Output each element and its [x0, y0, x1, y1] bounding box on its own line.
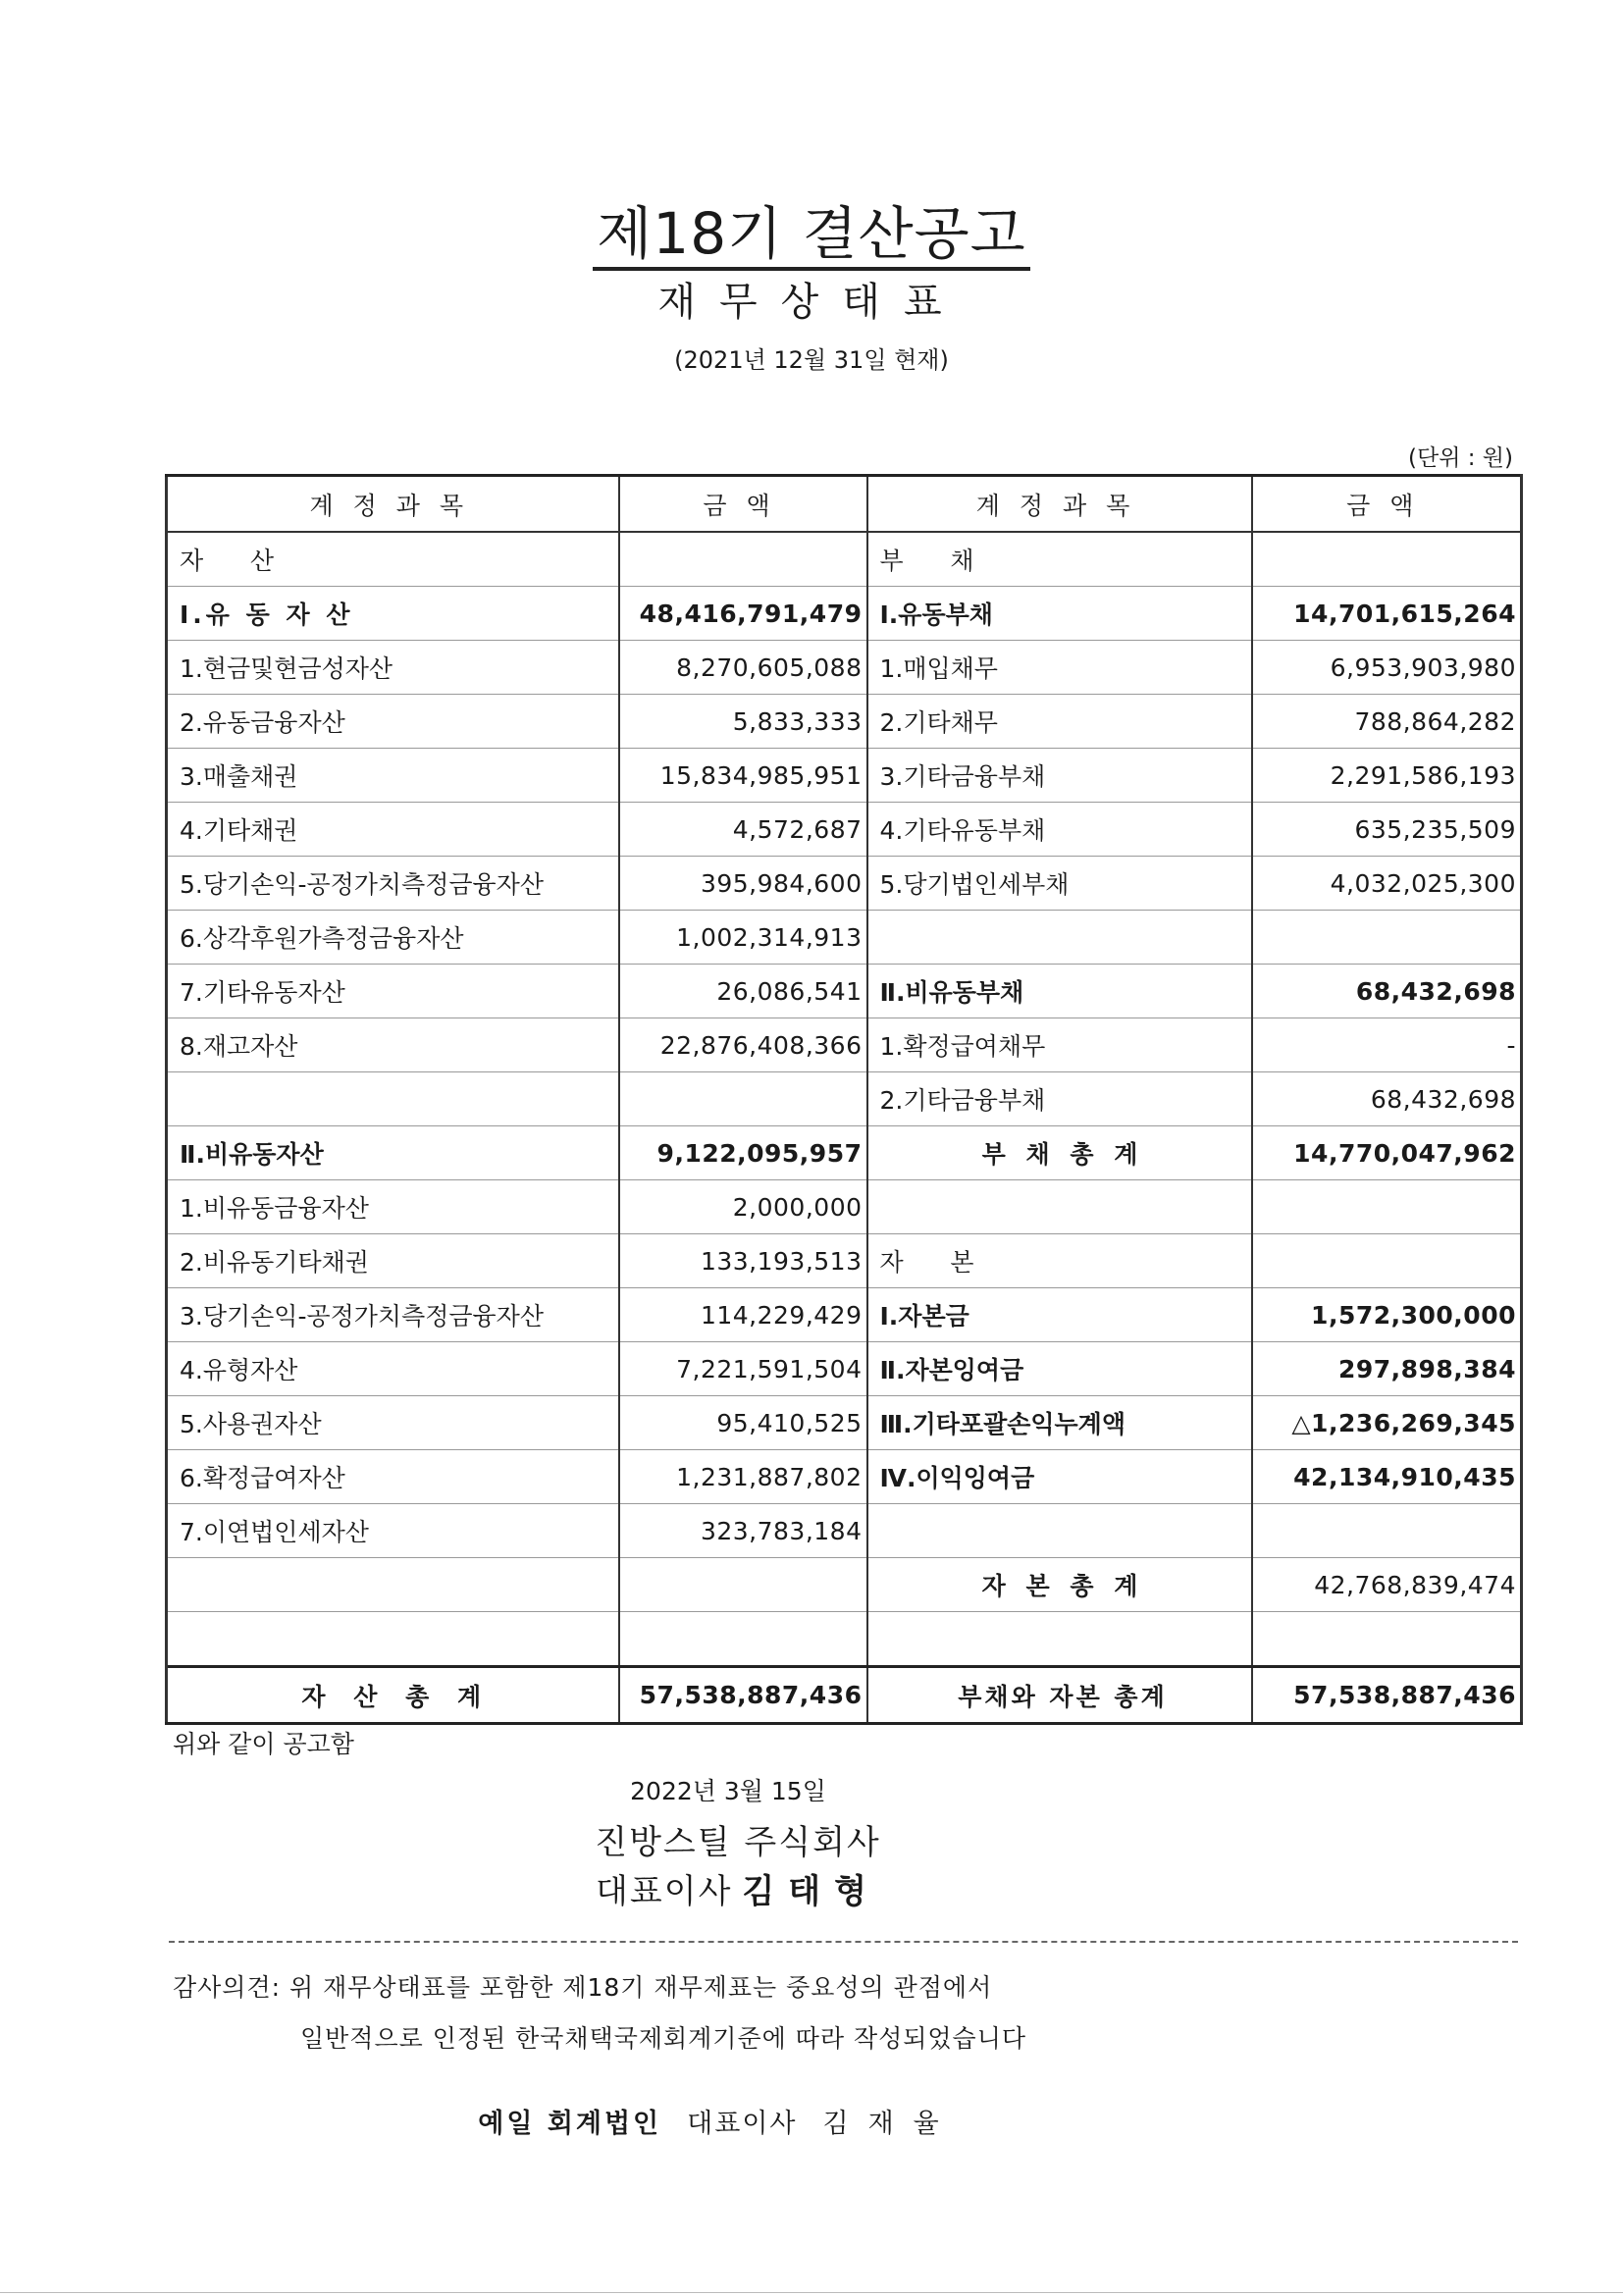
liability-account-cell: Ⅱ.비유동부채 [867, 965, 1252, 1018]
liability-account-cell: Ⅱ.자본잉여금 [867, 1342, 1252, 1396]
asset-account-cell: 자 산 [167, 532, 619, 587]
scan-edge-line [0, 2292, 1623, 2293]
table-row [167, 1126, 1522, 1180]
balance-sheet-table [165, 474, 1523, 1725]
asset-amount-cell [619, 1072, 867, 1126]
asset-account-cell [167, 1558, 619, 1612]
liability-amount-cell: 4,032,025,300 [1252, 857, 1522, 911]
liability-account-cell: 5.당기법인세부채 [867, 857, 1252, 911]
asset-account-cell: 1.현금및현금성자산 [167, 641, 619, 695]
asset-account-cell: 8.재고자산 [167, 1018, 619, 1072]
total-assets-amount: 57,538,887,436 [619, 1667, 867, 1724]
table-row [167, 1396, 1522, 1450]
table-row [167, 965, 1522, 1018]
asset-amount-cell: 395,984,600 [619, 857, 867, 911]
table-row [167, 1234, 1522, 1288]
ceo-line [0, 1870, 1623, 1913]
auditor-signature [0, 2108, 1623, 2141]
liability-amount-cell [1252, 911, 1522, 965]
liability-amount-cell [1252, 1504, 1522, 1558]
audit-rep-name: 김재율 [822, 2109, 959, 2139]
liability-amount-cell: △1,236,269,345 [1252, 1396, 1522, 1450]
audit-opinion-line2: 일반적으로 인정된 한국채택국제회계기준에 따라 작성되었습니다 [300, 2024, 1026, 2053]
liability-amount-cell [1252, 532, 1522, 587]
asset-amount-cell: 48,416,791,479 [619, 587, 867, 641]
audit-opinion-line1: 감사의견: 위 재무상태표를 포함한 제18기 재무제표는 중요성의 관점에서 [173, 1973, 993, 2002]
asset-amount-cell: 26,086,541 [619, 965, 867, 1018]
asset-account-cell: 5.사용권자산 [167, 1396, 619, 1450]
asset-amount-cell: 7,221,591,504 [619, 1342, 867, 1396]
liability-account-cell: Ⅳ.이익잉여금 [867, 1450, 1252, 1504]
liability-amount-cell: 788,864,282 [1252, 695, 1522, 749]
liability-account-cell: 1.매입채무 [867, 641, 1252, 695]
liability-amount-cell [1252, 1180, 1522, 1234]
ceo-name: 김태형 [742, 1872, 880, 1911]
table-row [167, 857, 1522, 911]
liability-account-cell [867, 1612, 1252, 1667]
liability-amount-cell [1252, 1612, 1522, 1667]
liability-account-cell: 4.기타유동부채 [867, 803, 1252, 857]
unit-note: (단위 : 원) [1408, 445, 1513, 471]
liability-amount-cell: 68,432,698 [1252, 1072, 1522, 1126]
liability-account-cell: 3.기타금융부채 [867, 749, 1252, 803]
notice-text: 위와 같이 공고함 [173, 1730, 354, 1758]
asset-amount-cell: 4,572,687 [619, 803, 867, 857]
liability-amount-cell: 68,432,698 [1252, 965, 1522, 1018]
header-account-right: 계정과목 [867, 476, 1252, 533]
asset-account-cell: Ⅱ.비유동자산 [167, 1126, 619, 1180]
total-liab-equity-amount: 57,538,887,436 [1252, 1667, 1522, 1724]
company-name: 진방스틸 주식회사 [595, 1823, 881, 1862]
asset-account-cell: 2.유동금융자산 [167, 695, 619, 749]
liability-account-cell [867, 1504, 1252, 1558]
asset-amount-cell: 133,193,513 [619, 1234, 867, 1288]
liability-account-cell: 부 채 총 계 [867, 1126, 1252, 1180]
table-row [167, 532, 1522, 587]
asset-amount-cell: 8,270,605,088 [619, 641, 867, 695]
document-title: 제18기 결산공고 [593, 202, 1029, 271]
balance-sheet-body [167, 532, 1522, 1724]
liability-account-cell [867, 911, 1252, 965]
table-row [167, 803, 1522, 857]
liability-amount-cell: 6,953,903,980 [1252, 641, 1522, 695]
asset-amount-cell: 5,833,333 [619, 695, 867, 749]
table-row [167, 1288, 1522, 1342]
asset-account-cell: 2.비유동기타채권 [167, 1234, 619, 1288]
asset-amount-cell: 2,000,000 [619, 1180, 867, 1234]
liability-account-cell: Ⅰ.유동부채 [867, 587, 1252, 641]
asset-amount-cell [619, 1558, 867, 1612]
liability-account-cell [867, 1180, 1252, 1234]
liability-amount-cell: 14,701,615,264 [1252, 587, 1522, 641]
asset-account-cell [167, 1612, 619, 1667]
table-row [167, 1342, 1522, 1396]
liability-account-cell: 자 본 총 계 [867, 1558, 1252, 1612]
liability-amount-cell: 1,572,300,000 [1252, 1288, 1522, 1342]
asset-account-cell: 1.비유동금융자산 [167, 1180, 619, 1234]
asset-amount-cell: 22,876,408,366 [619, 1018, 867, 1072]
liability-account-cell: 2.기타금융부채 [867, 1072, 1252, 1126]
asset-amount-cell: 1,002,314,913 [619, 911, 867, 965]
table-row [167, 1558, 1522, 1612]
table-header-row [167, 476, 1522, 533]
liability-account-cell: 2.기타채무 [867, 695, 1252, 749]
table-row [167, 587, 1522, 641]
liability-amount-cell: 42,134,910,435 [1252, 1450, 1522, 1504]
liability-amount-cell: 42,768,839,474 [1252, 1558, 1522, 1612]
asset-account-cell: 6.상각후원가측정금융자산 [167, 911, 619, 965]
liability-amount-cell [1252, 1234, 1522, 1288]
table-row [167, 911, 1522, 965]
dashed-divider [169, 1941, 1518, 1943]
total-assets-label: 자 산 총 계 [167, 1667, 619, 1724]
asset-account-cell: 7.기타유동자산 [167, 965, 619, 1018]
document-title-wrap [0, 202, 1623, 271]
asset-account-cell: Ⅰ.유 동 자 산 [167, 587, 619, 641]
table-row [167, 749, 1522, 803]
as-of-date: (2021년 12월 31일 현재) [674, 346, 949, 374]
asset-amount-cell: 1,231,887,802 [619, 1450, 867, 1504]
grand-total-row [167, 1667, 1522, 1724]
table-row [167, 1504, 1522, 1558]
table-row [167, 641, 1522, 695]
table-row [167, 1612, 1522, 1667]
table-row [167, 1450, 1522, 1504]
liability-amount-cell: 635,235,509 [1252, 803, 1522, 857]
asset-account-cell: 5.당기손익-공정가치측정금융자산 [167, 857, 619, 911]
asset-amount-cell: 15,834,985,951 [619, 749, 867, 803]
header-amount-right: 금액 [1252, 476, 1522, 533]
liability-amount-cell: 297,898,384 [1252, 1342, 1522, 1396]
liability-account-cell: 자 본 [867, 1234, 1252, 1288]
asset-account-cell: 4.유형자산 [167, 1342, 619, 1396]
liability-amount-cell: - [1252, 1018, 1522, 1072]
asset-amount-cell: 95,410,525 [619, 1396, 867, 1450]
asset-account-cell: 3.매출채권 [167, 749, 619, 803]
liability-account-cell: 1.확정급여채무 [867, 1018, 1252, 1072]
asset-account-cell [167, 1072, 619, 1126]
notice-date: 2022년 3월 15일 [630, 1777, 826, 1805]
ceo-title: 대표이사 [596, 1872, 733, 1911]
liability-amount-cell: 14,770,047,962 [1252, 1126, 1522, 1180]
liability-account-cell: 부 채 [867, 532, 1252, 587]
asset-amount-cell [619, 1612, 867, 1667]
document-subtitle: 재무상태표 [657, 280, 966, 325]
liability-account-cell: Ⅲ.기타포괄손익누계액 [867, 1396, 1252, 1450]
table-row [167, 1180, 1522, 1234]
asset-account-cell: 7.이연법인세자산 [167, 1504, 619, 1558]
header-amount-left: 금액 [619, 476, 867, 533]
total-liab-equity-label: 부채와 자본 총계 [867, 1667, 1252, 1724]
liability-amount-cell: 2,291,586,193 [1252, 749, 1522, 803]
table-row [167, 1072, 1522, 1126]
table-row [167, 695, 1522, 749]
asset-account-cell: 4.기타채권 [167, 803, 619, 857]
asset-account-cell: 6.확정급여자산 [167, 1450, 619, 1504]
liability-account-cell: Ⅰ.자본금 [867, 1288, 1252, 1342]
audit-rep-title: 대표이사 [687, 2109, 798, 2139]
audit-firm: 예일 회계법인 [478, 2109, 662, 2139]
table-row [167, 1018, 1522, 1072]
asset-amount-cell [619, 532, 867, 587]
asset-account-cell: 3.당기손익-공정가치측정금융자산 [167, 1288, 619, 1342]
asset-amount-cell: 9,122,095,957 [619, 1126, 867, 1180]
header-account-left: 계정과목 [167, 476, 619, 533]
asset-amount-cell: 323,783,184 [619, 1504, 867, 1558]
asset-amount-cell: 114,229,429 [619, 1288, 867, 1342]
